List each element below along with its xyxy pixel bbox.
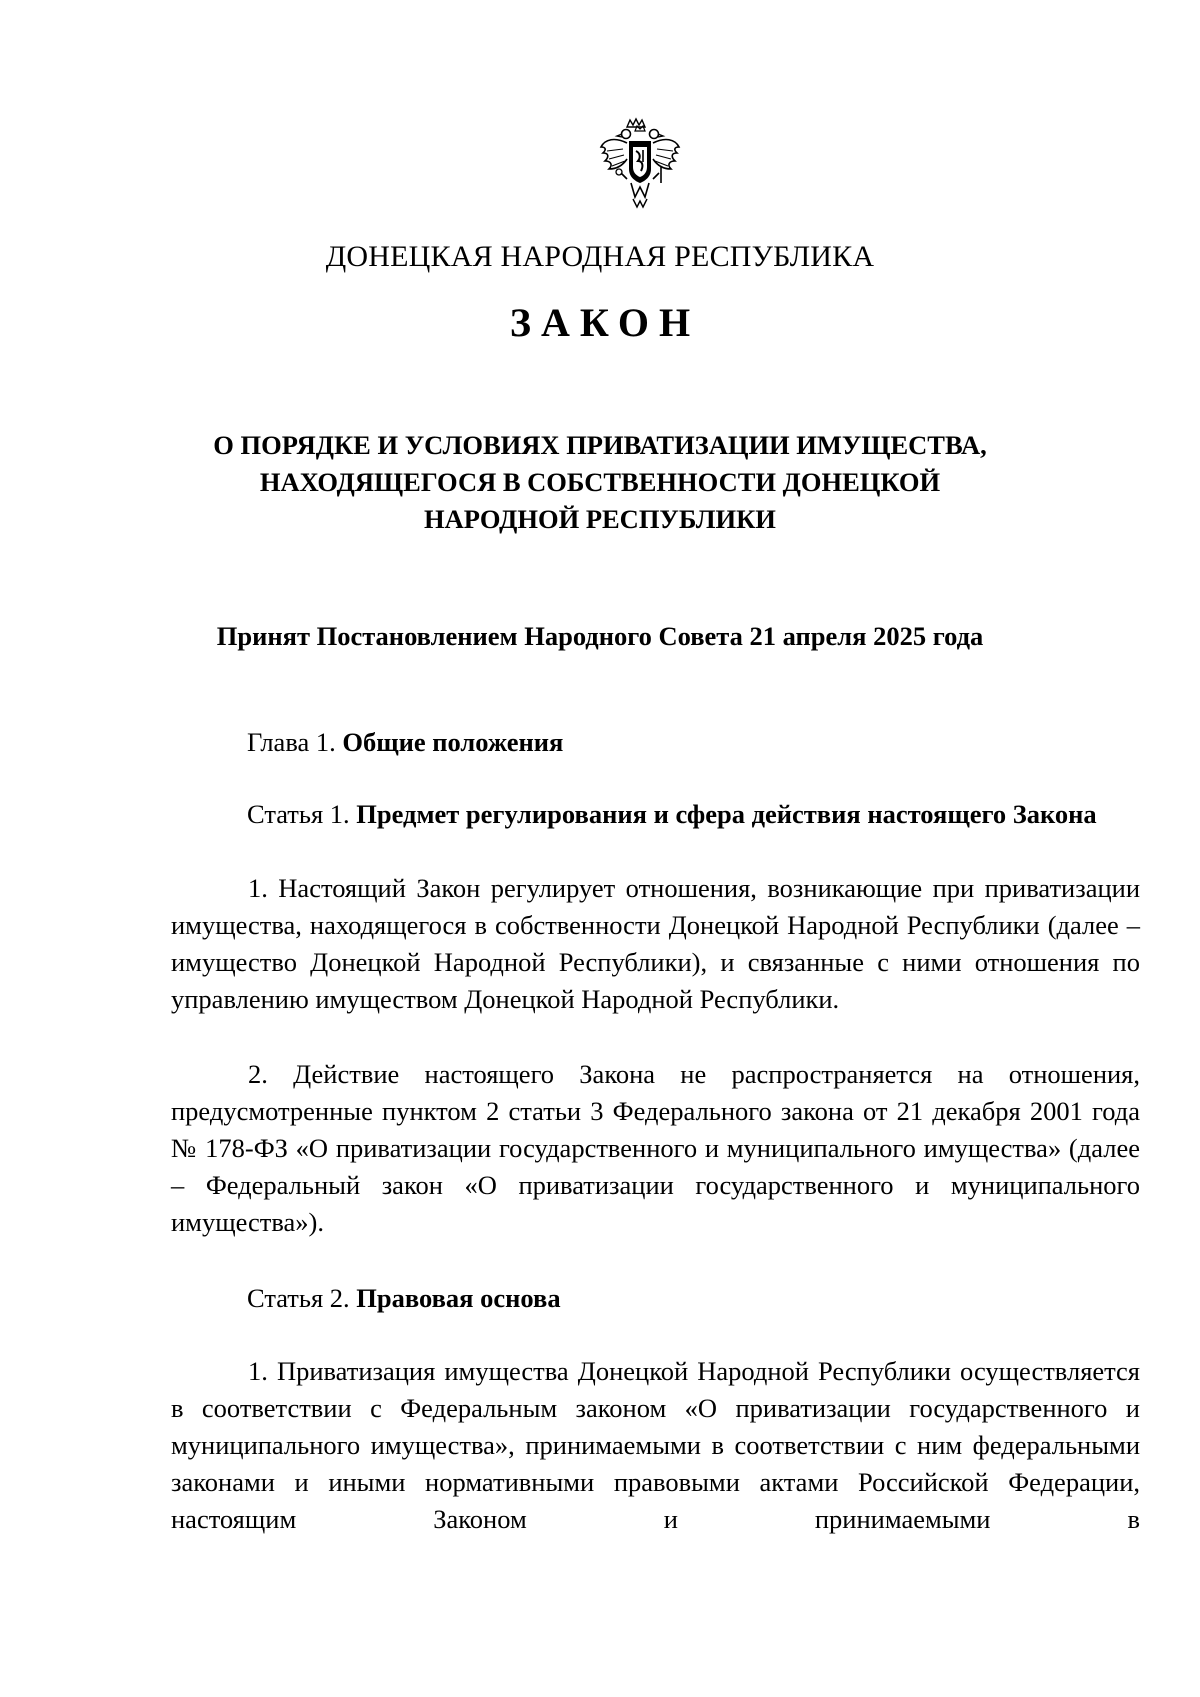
law-title xyxy=(160,427,1040,538)
coat-of-arms-icon xyxy=(597,117,683,217)
article-title: Предмет регулирования и сфера действия настоящего Закона xyxy=(356,799,1097,829)
chapter-prefix: Глава 1. xyxy=(247,727,336,757)
adoption-note: Принят Постановлением Народного Совета 21 апреля 2025 года xyxy=(216,621,984,651)
article-paragraph: 1. Приватизация имущества Донецкой Народной Республики осуществляется в соответствии с Федеральным законом «О приватизации государственного и муниципального имущества», принимаемыми в соответствии с ним федеральными законами и иными нормативными правовыми актами Российской Федерации, настоящим Законом и принимаемыми в xyxy=(171,1356,1140,1534)
article-paragraph: 1. Настоящий Закон регулирует отношения, возникающие при приватизации имущества, находящегося в собственности Донецкой Народной Республики (далее – имущество Донецкой Народной Республики), и связанные с ними отношения по управлению имуществом Донецкой Народной Республики. xyxy=(171,873,1140,1014)
article-heading xyxy=(247,1280,561,1317)
chapter-title: Общие положения xyxy=(342,727,564,757)
article-prefix: Статья 1. xyxy=(247,799,350,829)
article-title: Правовая основа xyxy=(356,1283,561,1313)
article-paragraph: 2. Действие настоящего Закона не распространяется на отношения, предусмотренные пунктом 2 статьи 3 Федерального закона от 21 декабря 2001 года № 178-ФЗ «О приватизации государственного и муниципального имущества» (далее – Федеральный закон «О приватизации государственного и муниципального имущества»). xyxy=(171,1059,1140,1237)
article-prefix: Статья 2. xyxy=(247,1283,350,1313)
document-type: ЗАКОН xyxy=(509,300,701,345)
chapter-heading xyxy=(247,724,563,761)
article-heading xyxy=(247,796,1097,833)
law-title-line: О ПОРЯДКЕ И УСЛОВИЯХ ПРИВАТИЗАЦИИ ИМУЩЕСТВА, xyxy=(213,430,987,460)
law-title-line: НАРОДНОЙ РЕСПУБЛИКИ xyxy=(424,504,776,534)
law-title-line: НАХОДЯЩЕГОСЯ В СОБСТВЕННОСТИ ДОНЕЦКОЙ xyxy=(259,467,941,497)
republic-name: ДОНЕЦКАЯ НАРОДНАЯ РЕСПУБЛИКА xyxy=(325,240,875,273)
